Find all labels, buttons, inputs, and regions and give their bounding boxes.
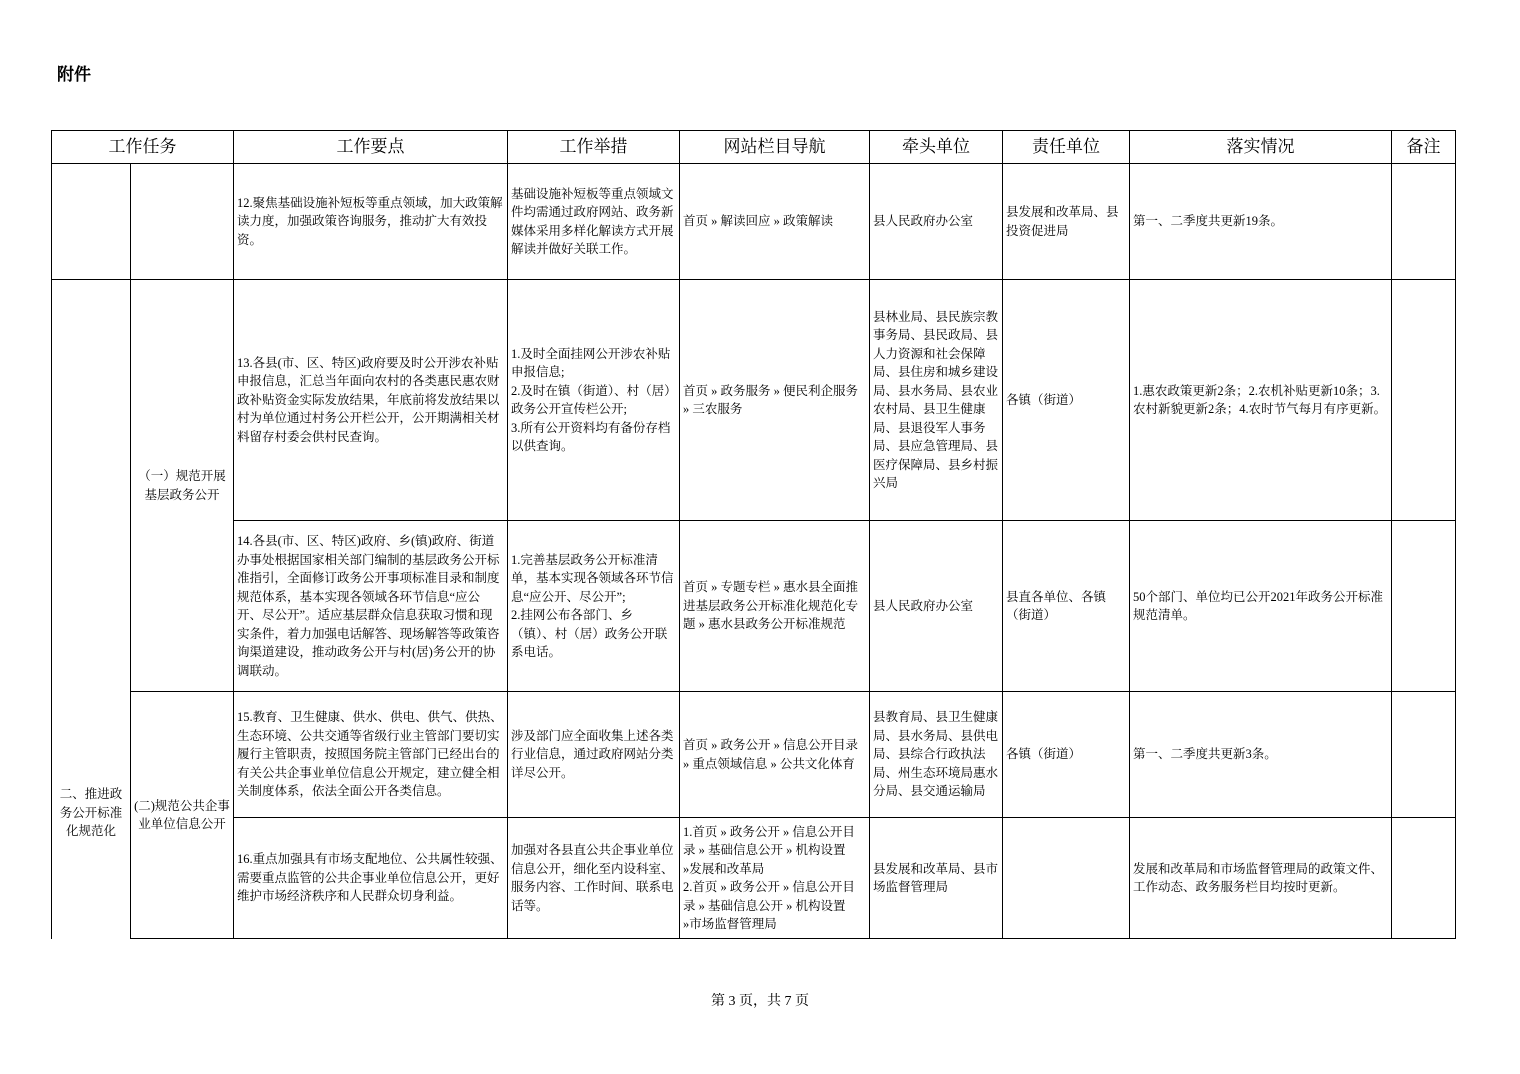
table-row <box>52 692 1456 818</box>
header-lead: 牵头单位 <box>870 131 1003 164</box>
page-footer: 第 3 页，共 7 页 <box>711 994 809 1009</box>
remark-cell <box>1392 521 1456 692</box>
table-header-row <box>52 131 1456 164</box>
nav-cell: 首页 » 解读回应 » 政策解读 <box>680 164 870 280</box>
header-points: 工作要点 <box>234 131 508 164</box>
header-task: 工作任务 <box>52 131 234 164</box>
lead-cell: 县林业局、县民族宗教事务局、县民政局、县人力资源和社会保障局、县住房和城乡建设局、县水务局、县农业农村局、县卫生健康局、县退役军人事务局、县应急管理局、县医疗保障局、县乡村振兴局 <box>870 280 1003 521</box>
status-cell: 第一、二季度共更新3条。 <box>1130 692 1392 818</box>
lead-cell: 县人民政府办公室 <box>870 521 1003 692</box>
remark-cell <box>1392 692 1456 818</box>
subsection-two-cell: (二)规范公共企事业单位信息公开 <box>131 692 234 939</box>
status-cell: 1.惠农政策更新2条；2.农机补贴更新10条；3.农村新貌更新2条；4.农时节气每月有序更新。 <box>1130 280 1392 521</box>
measure-cell: 涉及部门应全面收集上述各类行业信息，通过政府网站分类详尽公开。 <box>508 692 680 818</box>
work-task-table <box>51 130 1456 939</box>
nav-cell: 首页 » 政务服务 » 便民利企服务 » 三农服务 <box>680 280 870 521</box>
measure-cell: 基础设施补短板等重点领域文件均需通过政府网站、政务新媒体采用多样化解读方式开展解读并做好关联工作。 <box>508 164 680 280</box>
nav-cell: 首页 » 专题专栏 » 惠水县全面推进基层政务公开标准化规范化专题 » 惠水县政务公开标准规范 <box>680 521 870 692</box>
point-cell: 16.重点加强具有市场支配地位、公共属性较强、需要重点监管的公共企事业单位信息公开，更好维护市场经济秩序和人民群众切身利益。 <box>234 818 508 939</box>
status-cell: 第一、二季度共更新19条。 <box>1130 164 1392 280</box>
table-row <box>52 818 1456 939</box>
subsection-one-cell: （一）规范开展基层政务公开 <box>131 280 234 692</box>
resp-cell <box>1003 818 1130 939</box>
lead-cell: 县教育局、县卫生健康局、县水务局、县供电局、县综合行政执法局、州生态环境局惠水分局、县交通运输局 <box>870 692 1003 818</box>
status-cell: 发展和改革局和市场监督管理局的政策文件、工作动态、政务服务栏目均按时更新。 <box>1130 818 1392 939</box>
point-cell: 15.教育、卫生健康、供水、供电、供气、供热、生态环境、公共交通等省级行业主管部门要切实履行主管职责，按照国务院主管部门已经出台的有关公共企事业单位信息公开规定，建立健全相关制度体系，依法全面公开各类信息。 <box>234 692 508 818</box>
nav-cell: 1.首页 » 政务公开 » 信息公开目录 » 基础信息公开 » 机构设置 »发展和改革局 2.首页 » 政务公开 » 信息公开目录 » 基础信息公开 » 机构设置 »市场监督管理局 <box>680 818 870 939</box>
continued-section-cell <box>52 164 131 280</box>
resp-cell: 各镇（街道） <box>1003 280 1130 521</box>
table-row <box>52 521 1456 692</box>
nav-cell: 首页 » 政务公开 » 信息公开目录 » 重点领域信息 » 公共文化体育 <box>680 692 870 818</box>
header-status: 落实情况 <box>1130 131 1392 164</box>
section-two-cell: 二、推进政务公开标准化规范化 <box>52 280 131 939</box>
attachment-label: 附件 <box>57 65 91 85</box>
remark-cell <box>1392 818 1456 939</box>
resp-cell: 县直各单位、各镇（街道） <box>1003 521 1130 692</box>
header-resp: 责任单位 <box>1003 131 1130 164</box>
point-cell: 14.各县(市、区、特区)政府、乡(镇)政府、街道办事处根据国家相关部门编制的基层政务公开标准指引，全面修订政务公开事项标准目录和制度规范体系，基本实现各领域各环节信息“应公开、尽公开”。适应基层群众信息获取习惯和现实条件，着力加强电话解答、现场解答等政策咨询渠道建设，推动政务公开与村(居)务公开的协调联动。 <box>234 521 508 692</box>
table-row <box>52 280 1456 521</box>
remark-cell <box>1392 280 1456 521</box>
measure-cell: 1.及时全面挂网公开涉农补贴申报信息; 2.及时在镇（街道）、村（居）政务公开宣传栏公开; 3.所有公开资料均有备份存档以供查询。 <box>508 280 680 521</box>
point-cell: 13.各县(市、区、特区)政府要及时公开涉农补贴申报信息，汇总当年面向农村的各类惠民惠农财政补贴资金实际发放结果，年底前将发放结果以村为单位通过村务公开栏公开，公开期满相关材料留存村委会供村民查询。 <box>234 280 508 521</box>
point-cell: 12.聚焦基础设施补短板等重点领域，加大政策解读力度，加强政策咨询服务，推动扩大有效投资。 <box>234 164 508 280</box>
resp-cell: 各镇（街道） <box>1003 692 1130 818</box>
table-row <box>52 164 1456 280</box>
status-cell: 50个部门、单位均已公开2021年政务公开标准规范清单。 <box>1130 521 1392 692</box>
header-remark: 备注 <box>1392 131 1456 164</box>
lead-cell: 县发展和改革局、县市场监督管理局 <box>870 818 1003 939</box>
measure-cell: 加强对各县直公共企事业单位信息公开，细化至内设科室、服务内容、工作时间、联系电话等。 <box>508 818 680 939</box>
continued-subsection-cell <box>131 164 234 280</box>
header-nav: 网站栏目导航 <box>680 131 870 164</box>
resp-cell: 县发展和改革局、县投资促进局 <box>1003 164 1130 280</box>
remark-cell <box>1392 164 1456 280</box>
lead-cell: 县人民政府办公室 <box>870 164 1003 280</box>
header-measures: 工作举措 <box>508 131 680 164</box>
measure-cell: 1.完善基层政务公开标准清单，基本实现各领域各环节信息“应公开、尽公开”; 2.挂网公布各部门、乡（镇）、村（居）政务公开联系电话。 <box>508 521 680 692</box>
